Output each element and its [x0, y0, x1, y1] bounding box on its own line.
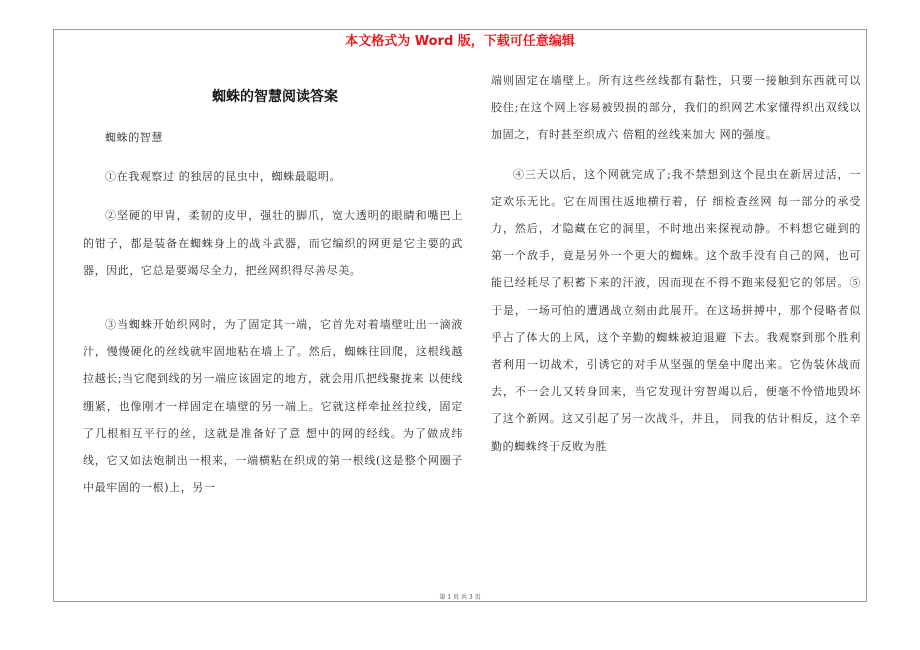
paragraph-1: ①在我观察过 的独居的昆虫中，蜘蛛最聪明。 [105, 170, 342, 184]
left-text-column [83, 124, 463, 501]
page-number-footer: 第 1 页 共 3 页 [439, 594, 481, 601]
section-heading: 蜘蛛的智慧 [105, 131, 163, 144]
document-title: 蜘蛛的智慧阅读答案 [212, 89, 338, 105]
paragraph-3-continued: 端则固定在墙壁上。所有这些丝线都有黏性，只要一接触到东西就可以胶住;在这个网上容易被毁损的部分，我们的织网艺术家懂得织出双线以加固之，有时甚至织成六 倍粗的丝线来加大 网的强度。 [491, 74, 861, 142]
format-notice-banner: 本文格式为 Word 版，下载可任意编辑 [345, 34, 575, 49]
paragraph-4: ④三天以后，这个网就完成了;我不禁想到这个昆虫在新居过活，一定欢乐无比。它在周围往返地横行着，仔 细检查丝网 每一部分的承受力，然后，才隐藏在它的洞里，不时地出来探视动静。不料想它碰到的第一个敌手，竟是另外一个更大的蜘蛛。这个敌手没有自己的网，也可能已经耗尽了积蓄下来的汗液，因而现在不得不跑来侵犯它的邻居。⑤于是，一场可怕的遭遇战立刻由此展开。在这场拼搏中，那个侵略者似乎占了体大的上风，这个辛勤的蜘蛛被迫退避 下去。我观察到那个胜利者利用一切战术，引诱它的对手从坚强的堡垒中爬出来。它伪装休战而去，不一会儿又转身回来，当它发现计穷智竭以后，便毫不怜惜地毁坏了这个新网。这又引起了另一次战斗，并且， 同我的估计相反，这个辛勤的蜘蛛终于反败为胜 [491, 167, 861, 453]
right-text-column [491, 67, 861, 460]
paragraph-2: ②坚硬的甲胄，柔韧的皮甲，强壮的脚爪，宽大透明的眼睛和嘴巴上的钳子，都是装备在蜘蛛身上的战斗武器，而它编织的网更是它主要的武器，因此，它总是要竭尽全力，把丝网织得尽善尽美。 [83, 209, 463, 277]
paragraph-3: ③当蜘蛛开始织网时，为了固定其一端，它首先对着墙壁吐出一滴液汁，慢慢硬化的丝线就牢固地粘在墙上了。然后，蜘蛛往回爬，这根线越拉越长;当它爬到线的另一端应该固定的地方，就会用爪把线聚拢来 以使线绷紧，也像刚才一样固定在墙壁的另一端上。它就这样牵扯丝拉线，固定了几根相互平行的丝，这就是准备好了意 想中的网的经线。为了做成纬线，它又如法炮制出一根来，一端横粘在织成的第一根线(这是整个网圈子中最牢固的一根)上，另一 [83, 318, 463, 495]
